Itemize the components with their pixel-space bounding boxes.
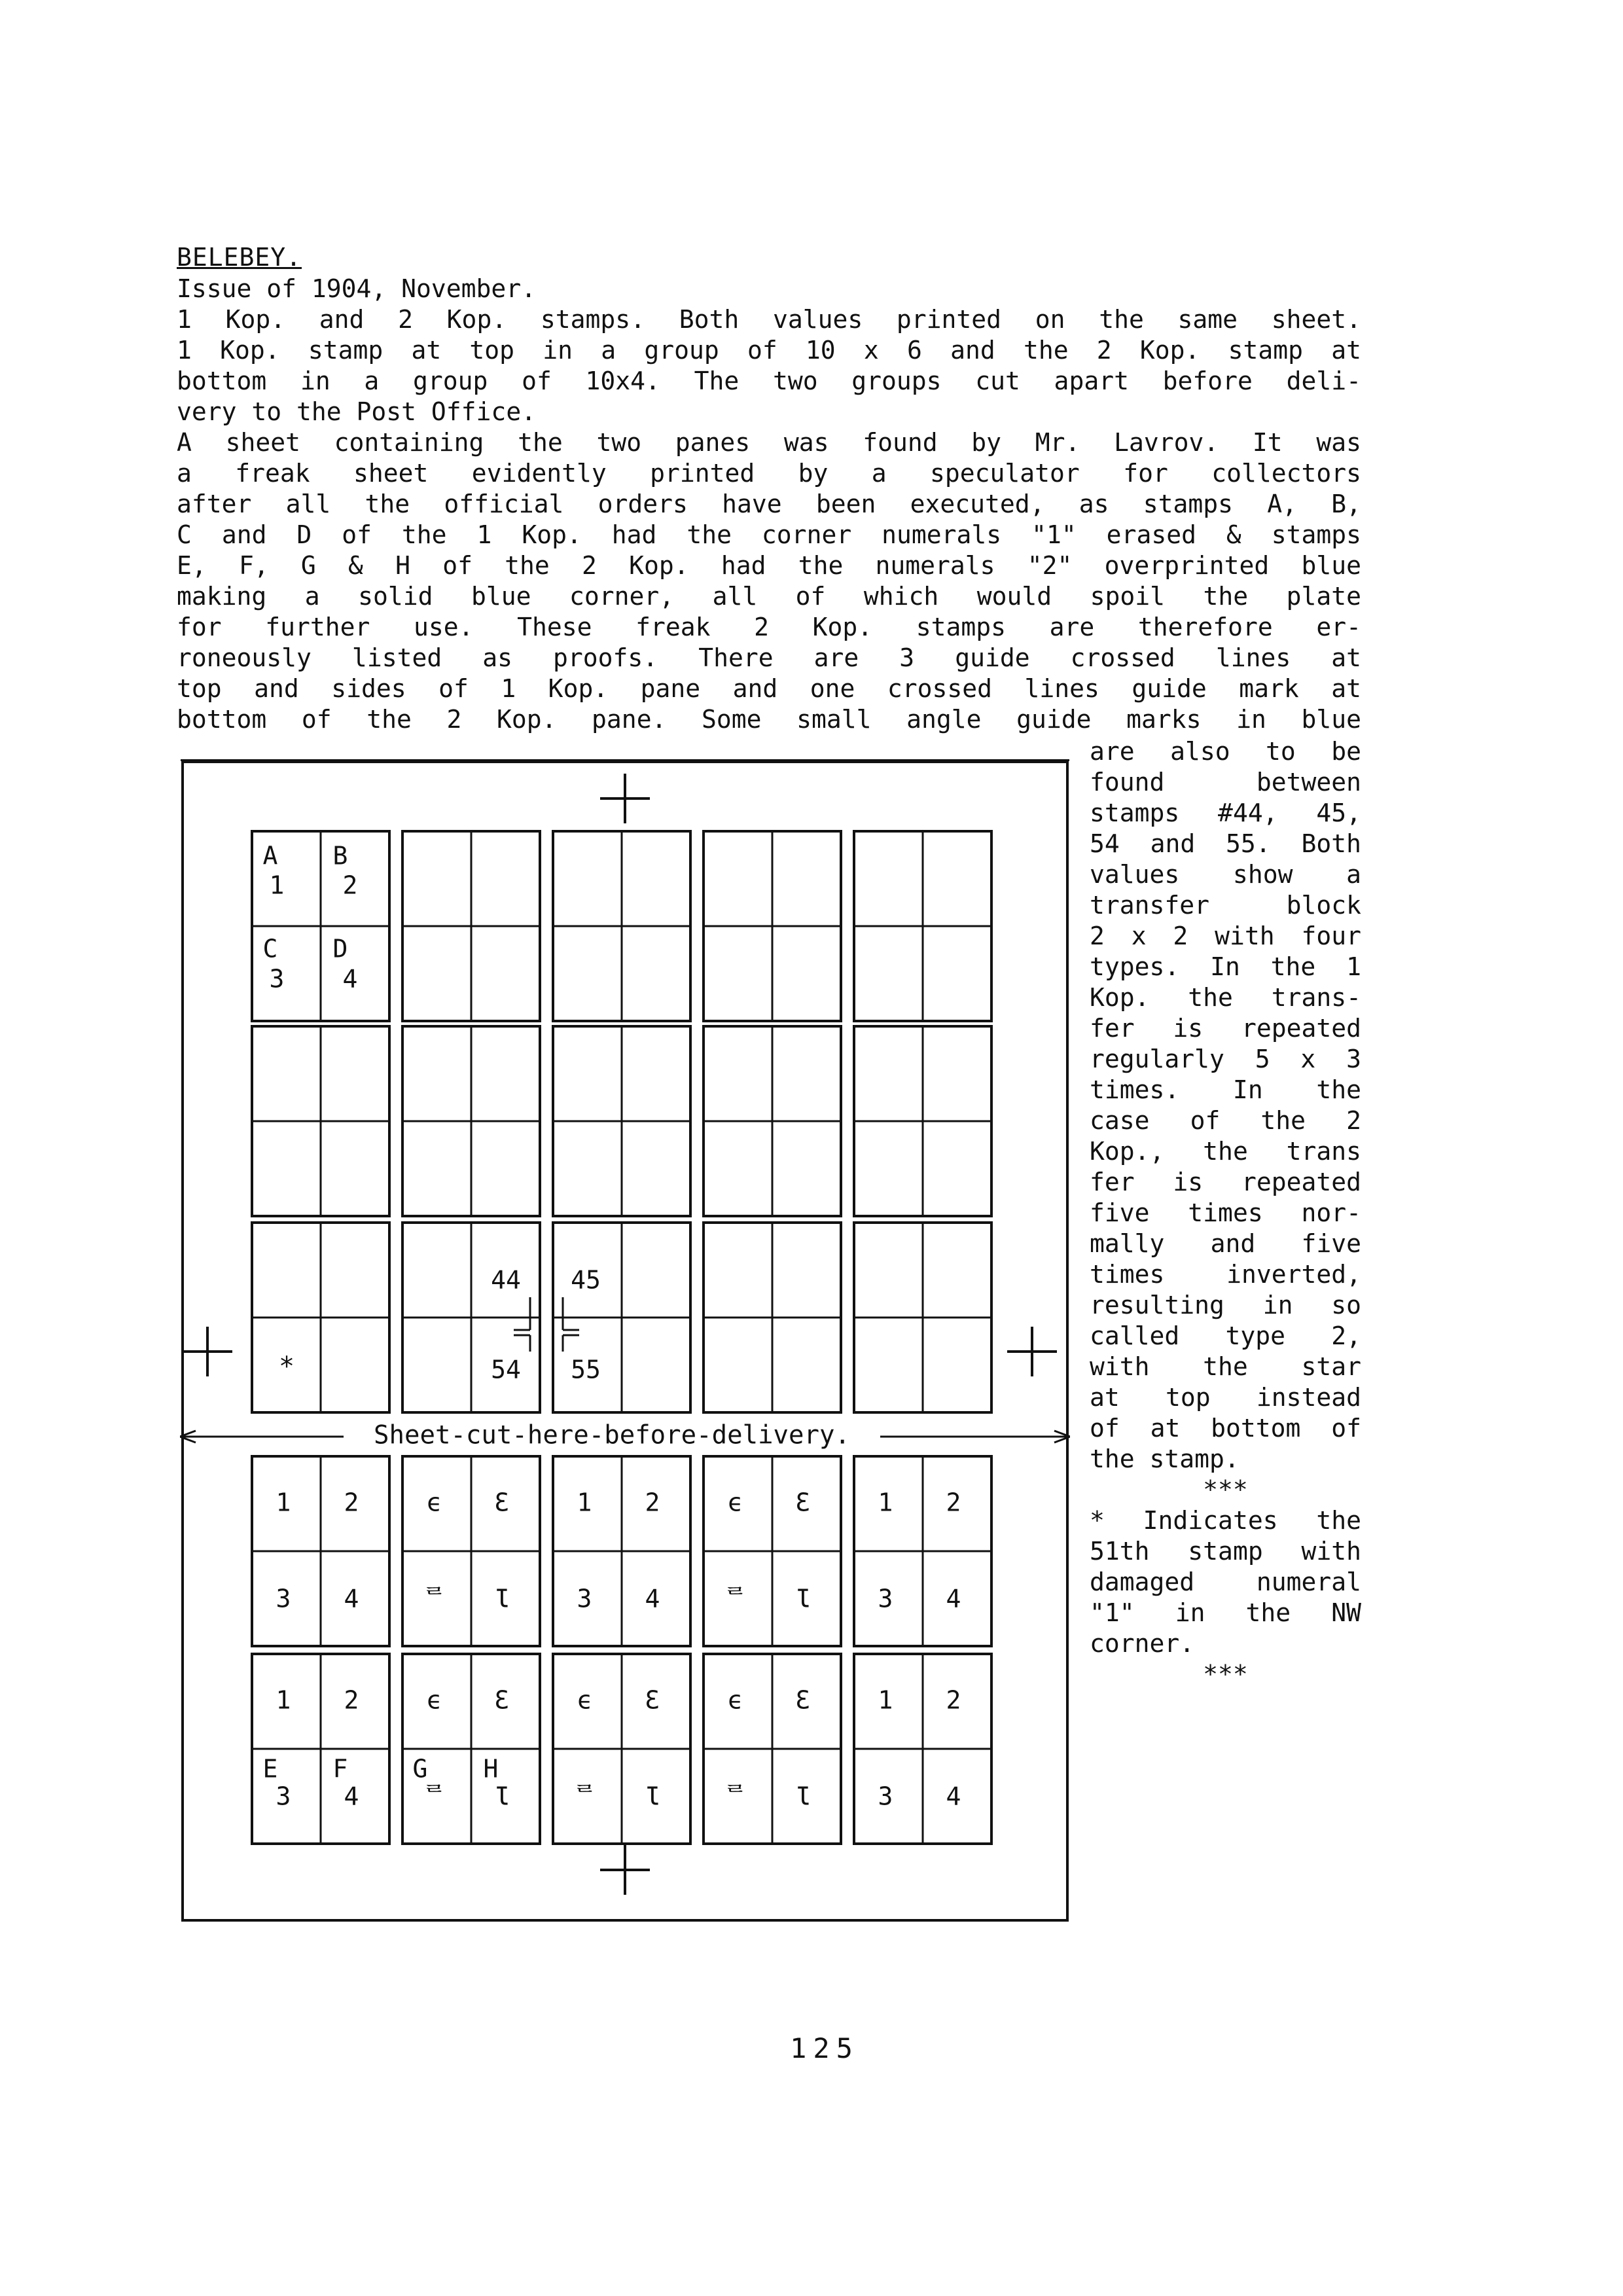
stamp-numeral: Ɩ xyxy=(795,1584,811,1613)
stamp-numeral: ᄅ xyxy=(572,1782,597,1811)
side-text-line: 2 x 2 with four xyxy=(1090,922,1361,950)
main-text-line: for further use. These freak 2 Kop. stamps are therefore er- xyxy=(177,613,1361,641)
stamp-numeral: 2 xyxy=(344,1488,359,1517)
side-text-line: * Indicates the xyxy=(1090,1506,1361,1535)
side-text-line: 51th stamp with xyxy=(1090,1537,1361,1566)
stamp-numeral: 2 xyxy=(344,1685,359,1715)
side-text-line: found between xyxy=(1090,768,1361,797)
stamp-numeral: Ɩ xyxy=(645,1782,660,1811)
stamp-letter-e: E xyxy=(262,1754,278,1784)
stamp-numeral: ᄅ xyxy=(722,1782,747,1811)
stamp-numeral-2: 2 xyxy=(342,870,358,900)
stamp-numeral: 4 xyxy=(946,1782,961,1811)
side-text-line: types. In the 1 xyxy=(1090,952,1361,981)
stamp-numeral: 2 xyxy=(645,1488,660,1517)
stamp-numeral-4: 4 xyxy=(342,964,358,994)
damaged-stamp-star: * xyxy=(278,1352,295,1382)
page-number: 125 xyxy=(790,2032,859,2064)
section-separator: *** xyxy=(1203,1660,1248,1689)
side-text-line: the stamp. xyxy=(1090,1444,1240,1473)
stamp-numeral: 1 xyxy=(577,1488,592,1517)
main-text-line: E, F, G & H of the 2 Kop. had the numerals "2" overprinted blue xyxy=(177,551,1361,580)
main-text-line: a freak sheet evidently printed by a speculator for collectors xyxy=(177,459,1361,488)
side-text-line: damaged numeral xyxy=(1090,1568,1361,1596)
main-text-line: roneously listed as proofs. There are 3 guide crossed lines at xyxy=(177,643,1361,672)
stamp-numeral: 1 xyxy=(878,1685,893,1715)
stamp-numeral: Ɛ xyxy=(645,1685,660,1715)
stamp-numeral: Ɩ xyxy=(795,1782,811,1811)
stamp-letter-d: D xyxy=(332,934,348,963)
stamp-numeral: ᄅ xyxy=(421,1584,446,1613)
stamp-numeral: ϵ xyxy=(577,1685,592,1715)
side-text-line: "1" in the NW xyxy=(1090,1598,1361,1627)
side-text-line: are also to be xyxy=(1090,737,1361,766)
stamp-numeral: Ɛ xyxy=(795,1488,811,1517)
stamp-numeral: 3 xyxy=(276,1782,291,1811)
stamp-letter-c: C xyxy=(262,934,278,963)
stamp-numeral: 3 xyxy=(276,1584,291,1613)
side-text-line: transfer block xyxy=(1090,891,1361,920)
main-text-line: after all the official orders have been executed, as stamps A, B, xyxy=(177,490,1361,518)
side-text-line: resulting in so xyxy=(1090,1291,1361,1319)
stamp-letter-h: H xyxy=(483,1754,499,1784)
side-text-line: times. In the xyxy=(1090,1075,1361,1104)
side-text-line: case of the 2 xyxy=(1090,1106,1361,1135)
side-text-line: times inverted, xyxy=(1090,1260,1361,1289)
stamp-letter-g: G xyxy=(412,1754,428,1784)
stamp-numeral-3: 3 xyxy=(269,964,285,994)
stamp-number-45: 45 xyxy=(571,1265,601,1295)
stamp-numeral: Ɛ xyxy=(494,1685,510,1715)
stamp-numeral: ϵ xyxy=(727,1488,743,1517)
stamp-numeral: 2 xyxy=(946,1488,961,1517)
side-text-line: Kop. the trans- xyxy=(1090,983,1361,1012)
section-separator: *** xyxy=(1203,1475,1248,1504)
stamp-number-54: 54 xyxy=(491,1355,521,1384)
main-text-line: A sheet containing the two panes was found by Mr. Lavrov. It was xyxy=(177,428,1361,457)
main-text-line: bottom of the 2 Kop. pane. Some small angle guide marks in blue xyxy=(177,705,1361,734)
stamp-numeral: 4 xyxy=(344,1782,359,1811)
stamp-numeral: ᄅ xyxy=(722,1584,747,1613)
stamp-numeral: Ɛ xyxy=(795,1685,811,1715)
sheet-diagram xyxy=(180,759,1070,1924)
stamp-numeral: 4 xyxy=(344,1584,359,1613)
side-text-line: called type 2, xyxy=(1090,1321,1361,1350)
stamp-numeral: 3 xyxy=(878,1584,893,1613)
main-text-line: making a solid blue corner, all of which would spoil the plate xyxy=(177,582,1361,611)
stamp-numeral: 2 xyxy=(946,1685,961,1715)
side-text-line: Kop., the trans xyxy=(1090,1137,1361,1166)
side-text-line: fer is repeated xyxy=(1090,1168,1361,1196)
main-text-line: 1 Kop. and 2 Kop. stamps. Both values printed on the same sheet. xyxy=(177,305,1361,334)
stamp-numeral: Ɩ xyxy=(494,1782,510,1811)
side-text-line: 54 and 55. Both xyxy=(1090,829,1361,858)
section-title: BELEBEY. xyxy=(177,243,302,272)
stamp-numeral: ᄅ xyxy=(421,1782,446,1811)
stamp-numeral: Ɩ xyxy=(494,1584,510,1613)
stamp-numeral: 4 xyxy=(946,1584,961,1613)
side-text-line: fer is repeated xyxy=(1090,1014,1361,1043)
stamp-numeral: 1 xyxy=(276,1685,291,1715)
side-text-line: stamps #44, 45, xyxy=(1090,798,1361,827)
stamp-number-55: 55 xyxy=(571,1355,601,1384)
cut-label: Sheet-cut-here-before-delivery. xyxy=(374,1420,850,1450)
side-text-line: at top instead xyxy=(1090,1383,1361,1412)
main-text-line: Issue of 1904, November. xyxy=(177,274,537,303)
sheet-border xyxy=(183,762,1067,1920)
main-text-line: very to the Post Office. xyxy=(177,397,537,426)
side-text-line: five times nor- xyxy=(1090,1198,1361,1227)
stamp-numeral-1: 1 xyxy=(269,870,285,900)
stamp-numeral: ϵ xyxy=(426,1685,442,1715)
stamp-numeral: ϵ xyxy=(727,1685,743,1715)
side-text-line: mally and five xyxy=(1090,1229,1361,1258)
main-text-line: C and D of the 1 Kop. had the corner numerals "1" erased & stamps xyxy=(177,520,1361,549)
stamp-numeral: 4 xyxy=(645,1584,660,1613)
stamp-number-44: 44 xyxy=(491,1265,521,1295)
side-text-line: with the star xyxy=(1090,1352,1361,1381)
stamp-letter-b: B xyxy=(332,841,348,870)
main-text-line: bottom in a group of 10x4. The two groups cut apart before deli- xyxy=(177,367,1361,395)
stamp-numeral: 1 xyxy=(276,1488,291,1517)
stamp-numeral: ϵ xyxy=(426,1488,442,1517)
side-text-line: values show a xyxy=(1090,860,1361,889)
side-text-line: of at bottom of xyxy=(1090,1414,1361,1443)
stamp-numeral: 1 xyxy=(878,1488,893,1517)
side-text-line: corner. xyxy=(1090,1629,1195,1658)
stamp-numeral: Ɛ xyxy=(494,1488,510,1517)
main-text-line: top and sides of 1 Kop. pane and one crossed lines guide mark at xyxy=(177,674,1361,703)
side-text-line: regularly 5 x 3 xyxy=(1090,1045,1361,1073)
main-text-line: 1 Kop. stamp at top in a group of 10 x 6 and the 2 Kop. stamp at xyxy=(177,336,1361,365)
stamp-numeral: 3 xyxy=(878,1782,893,1811)
sheet-layout-svg xyxy=(180,759,1070,1924)
stamp-numeral: 3 xyxy=(577,1584,592,1613)
stamp-letter-a: A xyxy=(262,841,278,870)
stamp-letter-f: F xyxy=(332,1754,348,1784)
